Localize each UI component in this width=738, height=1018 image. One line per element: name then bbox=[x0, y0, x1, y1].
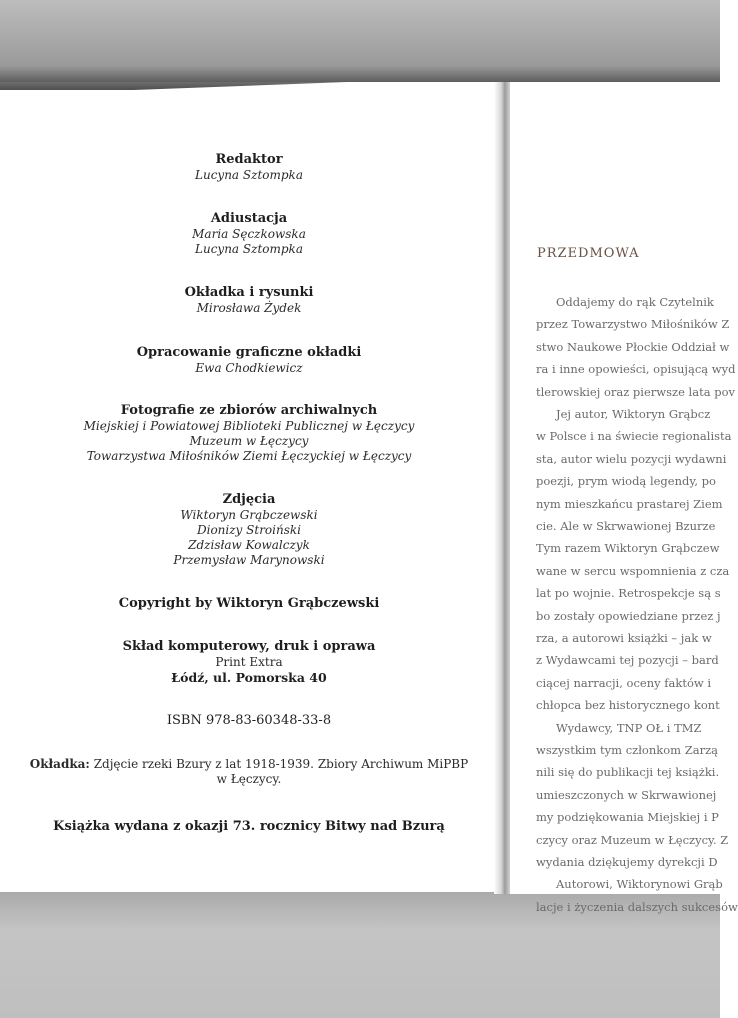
preface-line: przez Towarzystwo Miłośników Z bbox=[536, 317, 730, 332]
preface-line: cie. Ale w Skrwawionej Bzurze bbox=[536, 519, 716, 533]
photos-heading: Zdjęcia bbox=[222, 492, 276, 507]
cover-drawings-block bbox=[0, 285, 498, 316]
cover-design-block bbox=[0, 345, 498, 376]
preface-line: ciącej narracji, oceny faktów i bbox=[536, 675, 712, 690]
preface-line: wydania dziękujemy dyrekcji D bbox=[536, 855, 718, 869]
archive-source: Towarzystwa Miłośników Ziemi Łęczyckiej w Łęczycy bbox=[86, 449, 412, 463]
preface-line: nili się do publikacji tej książki. bbox=[536, 765, 720, 780]
preface-line: Oddajemy do rąk Czytelnik bbox=[556, 295, 714, 309]
preface-line: ra i inne opowieści, opisującą wyd bbox=[536, 362, 736, 377]
cover-note-label: Okładka: bbox=[29, 757, 90, 771]
preface-line: rza, a autorowi książki – jak w bbox=[536, 631, 712, 645]
cover-note-block bbox=[0, 757, 498, 787]
occasion-block bbox=[0, 819, 498, 835]
copyright-block bbox=[0, 596, 498, 612]
editor-heading: Redaktor bbox=[215, 152, 283, 167]
cover-note-text: Zdjęcie rzeki Bzury z lat 1918-1939. Zbiory Archiwum MiPBP bbox=[93, 757, 469, 771]
photographer-name: Zdzisław Kowalczyk bbox=[188, 538, 310, 552]
right-page bbox=[510, 82, 738, 914]
occasion-text: Książka wydana z okazji 73. rocznicy Bitwy nad Bzurą bbox=[53, 819, 445, 834]
photos-block bbox=[0, 492, 498, 568]
photographer-name: Dionizy Stroiński bbox=[196, 523, 301, 537]
archive-photos-block bbox=[0, 403, 498, 464]
preface-line: wszystkim tym członkom Zarzą bbox=[536, 743, 718, 757]
printing-block bbox=[0, 639, 498, 685]
preface-line: w Polsce i na świecie regionalista bbox=[536, 429, 732, 444]
isbn-text: ISBN 978-83-60348-33-8 bbox=[166, 713, 332, 728]
preface-line: poezji, prym wiodą legendy, po bbox=[536, 474, 716, 489]
preface-line: umieszczonych w Skrwawionej bbox=[536, 787, 717, 802]
cover-design-heading: Opracowanie graficzne okładki bbox=[136, 345, 362, 360]
preface-line: sta, autor wielu pozycji wydawni bbox=[536, 451, 727, 466]
editor-block bbox=[0, 152, 498, 183]
cover-design-name: Ewa Chodkiewicz bbox=[195, 361, 303, 375]
cover-note-line bbox=[0, 757, 498, 772]
archive-source: Muzeum w Łęczycy bbox=[189, 434, 309, 448]
printing-company: Print Extra bbox=[215, 655, 283, 669]
cover-drawings-heading: Okładka i rysunki bbox=[184, 285, 314, 300]
printing-heading: Skład komputerowy, druk i oprawa bbox=[122, 639, 376, 654]
photographer-name: Wiktoryn Grąbczewski bbox=[180, 508, 318, 522]
preface-line: stwo Naukowe Płockie Oddział w bbox=[536, 339, 730, 354]
archive-source: Miejskiej i Powiatowej Biblioteki Publicznej w Łęczycy bbox=[83, 419, 415, 433]
scan-shadow-top bbox=[0, 0, 720, 82]
adjustment-heading: Adiustacja bbox=[210, 211, 288, 226]
preface-line: lat po wojnie. Retrospekcje są s bbox=[536, 586, 721, 601]
preface-line: czycy oraz Muzeum w Łęczycy. Z bbox=[536, 832, 729, 847]
preface-line: nym mieszkańcu prastarej Ziem bbox=[536, 496, 723, 511]
cover-drawings-name: Mirosława Żydek bbox=[196, 301, 302, 315]
preface-line: tlerowskiej oraz pierwsze lata pov bbox=[536, 384, 735, 399]
preface-line: bo zostały opowiedziane przez j bbox=[536, 608, 721, 623]
preface-line: chłopca bez historycznego kont bbox=[536, 698, 720, 713]
preface-line: Wydawcy, TNP OŁ i TMZ bbox=[556, 720, 702, 735]
isbn-block bbox=[0, 713, 498, 729]
archive-photos-heading: Fotografie ze zbiorów archiwalnych bbox=[120, 403, 378, 418]
preface-line: Jej autor, Wiktoryn Grąbcz bbox=[556, 407, 711, 421]
copyright-text: Copyright by Wiktoryn Grąbczewski bbox=[118, 596, 380, 611]
preface-line: lacje i życzenia dalszych sukcesów bbox=[536, 899, 738, 914]
left-page bbox=[0, 90, 498, 890]
adjustment-name: Lucyna Sztompka bbox=[195, 242, 303, 256]
preface-line: Tym razem Wiktoryn Grąbczew bbox=[536, 541, 720, 556]
photographer-name: Przemysław Marynowski bbox=[173, 553, 325, 567]
printing-address: Łódź, ul. Pomorska 40 bbox=[171, 670, 327, 685]
preface-line: my podziękowania Miejskiej i P bbox=[536, 810, 719, 825]
adjustment-name: Maria Sęczkowska bbox=[192, 227, 306, 241]
preface-heading: PRZEDMOWA bbox=[537, 246, 640, 261]
cover-note-text-2: w Łęczycy. bbox=[216, 772, 282, 786]
adjustment-block bbox=[0, 211, 498, 257]
editor-name: Lucyna Sztompka bbox=[195, 168, 303, 182]
preface-line: Autorowi, Wiktorynowi Grąb bbox=[556, 877, 723, 892]
preface-line: wane w sercu wspomnienia z cza bbox=[536, 563, 730, 578]
preface-line: z Wydawcami tej pozycji – bard bbox=[536, 653, 719, 668]
